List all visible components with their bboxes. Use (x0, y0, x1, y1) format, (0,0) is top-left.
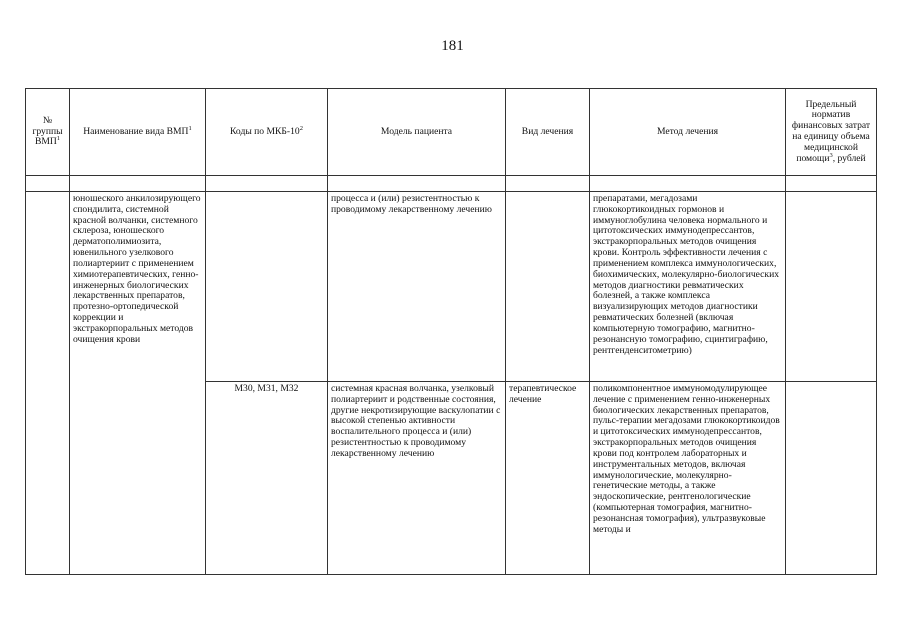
spacer-row (26, 176, 877, 192)
header-treatment-method: Метод лечения (590, 89, 786, 176)
group-no-cell (26, 192, 70, 575)
vmp-table (25, 88, 877, 575)
page-number: 181 (441, 38, 464, 54)
footnote-mark: 3 (829, 151, 833, 159)
type-name-cell: юношеского анкилозирующего спондилита, системной красной волчанки, системного склероза, юношеского дерматополимиозита, ювенильного узелкового полиартериит с применением химиотерапевтических, генно-инженерных биологических лекарственных препаратов, протезно-ортопедической коррекции и экстракорпоральных методов очищения крови (70, 192, 206, 575)
header-patient-model: Модель пациента (328, 89, 506, 176)
patient-model-cell: процесса и (или) резистентностью к проводимому лекарственному лечению (328, 192, 506, 382)
footnote-mark: 1 (188, 124, 192, 132)
treatment-type-cell (506, 192, 590, 382)
icd-codes-cell: M30, M31, M32 (206, 382, 328, 575)
header-icd-codes: Коды по МКБ-10$^2$ (206, 89, 328, 176)
footnote-mark: 2 (299, 124, 303, 132)
header-group-no: № группы ВМП$^1$ (26, 89, 70, 176)
cost-norm-cell (786, 382, 877, 575)
treatment-type-cell: терапевтическое лечение (506, 382, 590, 575)
footnote-mark: 1 (56, 135, 61, 143)
cost-norm-cell (786, 192, 877, 382)
header-row (26, 89, 877, 176)
table-row (26, 192, 877, 382)
header-treatment-type: Вид лечения (506, 89, 590, 176)
treatment-method-cell: поликомпонентное иммуномодулирующее лечение с применением генно-инженерных биологических лекарственных препаратов, пульс-терапии мегадозами глюкокортикоидов и цитотоксических иммунодепрессантов, экстракорпоральных методов очищения крови под контролем лабораторных и инструментальных методов, включая иммунологические, молекулярно-генетические методы, а также эндоскопические, рентгенологические (компьютерная томография, магнитно-резонансная томография), ультразвуковые методы и (590, 382, 786, 575)
header-cost-norm: Предельный норматив финансовых затрат на единицу объема медицинской помощи$^3$, рублей (786, 89, 877, 176)
patient-model-cell: системная красная волчанка, узелковый полиартериит и родственные состояния, другие некротизирующие васкулопатии с высокой степенью активности воспалительного процесса и (или) резистентностью к проводимому лекарственному лечению (328, 382, 506, 575)
icd-codes-cell (206, 192, 328, 382)
header-type-name: Наименование вида ВМП$^1$ (70, 89, 206, 176)
treatment-method-cell: препаратами, мегадозами глюкокортикоидных гормонов и иммуноглобулина человека нормального и цитотоксических иммунодепрессантов, экстракорпоральных методов очищения крови. Контроль эффективности лечения с применением комплекса иммунологических, биохимических, молекулярно-биологических методов диагностики ревматических болезней, а также комплекса визуализирующих методов диагностики ревматических болезней (включая компьютерную томографию, магнитно-резонансную томографию, сцинтиграфию, рентгенденситометрию) (590, 192, 786, 382)
